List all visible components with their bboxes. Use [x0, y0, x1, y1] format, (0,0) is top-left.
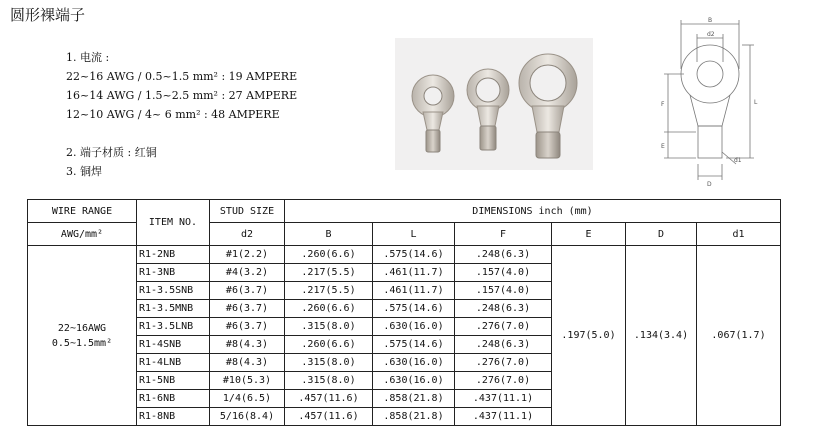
item-cell: R1-3.5SNB [137, 282, 210, 300]
wire-range-cell [28, 246, 137, 426]
f-cell: .437(11.1) [455, 390, 552, 408]
f-cell: .437(11.1) [455, 408, 552, 426]
f-cell: .276(7.0) [455, 318, 552, 336]
stud-cell: #8(4.3) [210, 336, 285, 354]
process-line: 3. 铜焊 [66, 165, 102, 178]
item-cell: R1-5NB [137, 372, 210, 390]
drawing-label-d1: d1 [734, 157, 742, 164]
item-cell: R1-8NB [137, 408, 210, 426]
current-heading: 1. 电流 : [66, 51, 110, 64]
f-cell: .276(7.0) [455, 354, 552, 372]
current-line-2: 16~14 AWG / 1.5~2.5 mm² : 27 AMPERE [66, 89, 298, 102]
spec-list [66, 48, 297, 181]
b-cell: .315(8.0) [285, 372, 373, 390]
b-cell: .260(6.6) [285, 336, 373, 354]
l-cell: .461(11.7) [373, 264, 455, 282]
b-cell: .315(8.0) [285, 318, 373, 336]
l-cell: .858(21.8) [373, 408, 455, 426]
drawing-label-f: F [661, 101, 665, 108]
header-stud-sub: d2 [210, 223, 285, 246]
item-cell: R1-4SNB [137, 336, 210, 354]
material-line: 2. 端子材质 : 红铜 [66, 146, 157, 159]
f-cell: .248(6.3) [455, 246, 552, 264]
dimension-drawing [658, 14, 772, 188]
item-cell: R1-3.5MNB [137, 300, 210, 318]
header-b: B [285, 223, 373, 246]
stud-cell: 1/4(6.5) [210, 390, 285, 408]
f-cell: .248(6.3) [455, 336, 552, 354]
b-cell: .217(5.5) [285, 282, 373, 300]
l-cell: .575(14.6) [373, 246, 455, 264]
b-cell: .457(11.6) [285, 408, 373, 426]
stud-cell: #10(5.3) [210, 372, 285, 390]
stud-cell: #6(3.7) [210, 318, 285, 336]
header-d1: d1 [697, 223, 781, 246]
table-row [28, 246, 781, 264]
l-cell: .630(16.0) [373, 372, 455, 390]
header-stud-size: STUD SIZE [210, 200, 285, 223]
l-cell: .630(16.0) [373, 354, 455, 372]
stud-cell: 5/16(8.4) [210, 408, 285, 426]
header-f: F [455, 223, 552, 246]
item-cell: R1-3.5LNB [137, 318, 210, 336]
wire-range-awg: 22~16AWG [57, 322, 107, 334]
stud-cell: #6(3.7) [210, 282, 285, 300]
wire-range-mm: 0.5~1.5mm² [51, 337, 113, 349]
stud-cell: #6(3.7) [210, 300, 285, 318]
header-item-no: ITEM NO. [137, 200, 210, 246]
drawing-label-b: B [708, 17, 713, 24]
b-cell: .260(6.6) [285, 246, 373, 264]
item-cell: R1-3NB [137, 264, 210, 282]
b-cell: .457(11.6) [285, 390, 373, 408]
stud-cell: #4(3.2) [210, 264, 285, 282]
l-cell: .630(16.0) [373, 318, 455, 336]
item-cell: R1-6NB [137, 390, 210, 408]
f-cell: .276(7.0) [455, 372, 552, 390]
item-cell: R1-4LNB [137, 354, 210, 372]
f-cell: .157(4.0) [455, 282, 552, 300]
b-cell: .260(6.6) [285, 300, 373, 318]
e-cell: .197(5.0) [552, 246, 626, 426]
item-cell: R1-2NB [137, 246, 210, 264]
d1-cell: .067(1.7) [697, 246, 781, 426]
d-cell: .134(3.4) [626, 246, 697, 426]
stud-cell: #8(4.3) [210, 354, 285, 372]
l-cell: .461(11.7) [373, 282, 455, 300]
l-cell: .575(14.6) [373, 336, 455, 354]
current-line-3: 12~10 AWG / 4~ 6 mm² : 48 AMPERE [66, 108, 280, 121]
drawing-label-d: D [707, 181, 712, 188]
current-line-1: 22~16 AWG / 0.5~1.5 mm² : 19 AMPERE [66, 70, 298, 83]
header-l: L [373, 223, 455, 246]
spec-table [27, 199, 781, 426]
header-wire-unit: AWG/mm² [28, 223, 137, 246]
product-photo [395, 38, 593, 170]
drawing-label-e: E [661, 143, 665, 150]
b-cell: .315(8.0) [285, 354, 373, 372]
f-cell: .157(4.0) [455, 264, 552, 282]
drawing-label-d2: d2 [707, 31, 715, 38]
l-cell: .575(14.6) [373, 300, 455, 318]
header-d: D [626, 223, 697, 246]
header-wire-range: WIRE RANGE [28, 200, 137, 223]
header-e: E [552, 223, 626, 246]
drawing-label-l: L [754, 99, 758, 106]
page-title: 圆形裸端子 [10, 6, 86, 24]
f-cell: .248(6.3) [455, 300, 552, 318]
stud-cell: #1(2.2) [210, 246, 285, 264]
l-cell: .858(21.8) [373, 390, 455, 408]
b-cell: .217(5.5) [285, 264, 373, 282]
header-dimensions: DIMENSIONS inch (mm) [285, 200, 781, 223]
